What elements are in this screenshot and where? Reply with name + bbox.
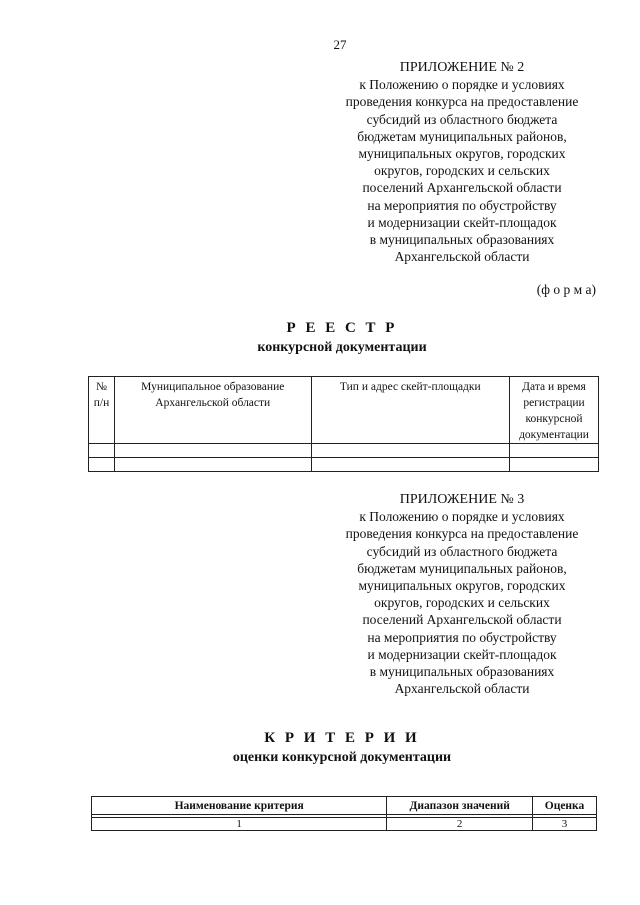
appendix-2-line: муниципальных округов, городских [358,146,566,162]
appendix-2-title: ПРИЛОЖЕНИЕ № 2 [399,60,525,75]
appendix-3-block [326,491,598,697]
registry-header-municipality: Муниципальное образование Архангельской области [114,377,311,444]
appendix-2-line: в муниципальных образованиях [369,232,555,248]
registry-cell [89,458,115,472]
criteria-table [91,796,597,831]
page-number: 27 [333,37,347,52]
registry-heading [40,318,640,358]
criteria-header-range: Диапазон значений [387,797,533,815]
appendix-2-line: Архангельской области [394,249,530,265]
appendix-3-line: субсидий из областного бюджета [366,543,558,559]
appendix-3-line: бюджетам муниципальных районов, [357,560,567,576]
criteria-number-1: 1 [92,818,387,831]
appendix-3-line: поселений Архангельской области [362,612,562,628]
appendix-2-line: бюджетам муниципальных районов, [357,128,567,144]
registry-subtitle: конкурсной документации [257,340,427,355]
criteria-number-2: 2 [387,818,533,831]
criteria-title: К Р И Т Е Р И И [264,730,420,746]
criteria-header-name: Наименование критерия [92,797,387,815]
registry-cell [510,458,599,472]
registry-cell [311,444,509,458]
appendix-3-line: в муниципальных образованиях [369,664,555,680]
appendix-2-line: и модернизации скейт-площадок [367,214,557,230]
registry-cell [510,444,599,458]
registry-header-skatepark: Тип и адрес скейт-площадки [311,377,509,444]
criteria-header-score: Оценка [533,797,597,815]
appendix-2-line: на мероприятия по обустройству [367,197,557,213]
criteria-heading [40,728,640,768]
appendix-3-line: округов, городских и сельских [374,595,550,611]
criteria-number-row [92,818,597,831]
table-row [89,458,599,472]
registry-header-date: Дата и время регистрации конкурсной документации [510,377,599,444]
registry-cell [114,458,311,472]
appendix-2-block [326,59,598,265]
registry-cell [114,444,311,458]
appendix-2-line: субсидий из областного бюджета [366,111,558,127]
appendix-3-line: Архангельской области [394,681,530,697]
appendix-3-line: муниципальных округов, городских [358,578,566,594]
appendix-2-line: поселений Архангельской области [362,180,562,196]
registry-cell [89,444,115,458]
registry-cell [311,458,509,472]
registry-table [88,376,599,472]
registry-header-number: № п/н [89,377,115,444]
forma-label: (ф о р м а) [536,282,596,297]
appendix-3-line: проведения конкурса на предоставление [345,526,579,542]
registry-title: Р Е Е С Т Р [286,320,398,336]
criteria-subtitle: оценки конкурсной документации [232,750,452,765]
appendix-2-line: к Положению о порядке и условиях [359,77,565,93]
registry-header-row [89,377,599,444]
table-row [89,444,599,458]
criteria-header-row [92,797,597,815]
appendix-2-line: проведения конкурса на предоставление [345,94,579,110]
appendix-3-line: к Положению о порядке и условиях [359,509,565,525]
criteria-number-3: 3 [533,818,597,831]
appendix-3-line: и модернизации скейт-площадок [367,646,557,662]
appendix-2-line: округов, городских и сельских [374,163,550,179]
appendix-3-line: на мероприятия по обустройству [367,629,557,645]
appendix-3-title: ПРИЛОЖЕНИЕ № 3 [399,492,525,507]
